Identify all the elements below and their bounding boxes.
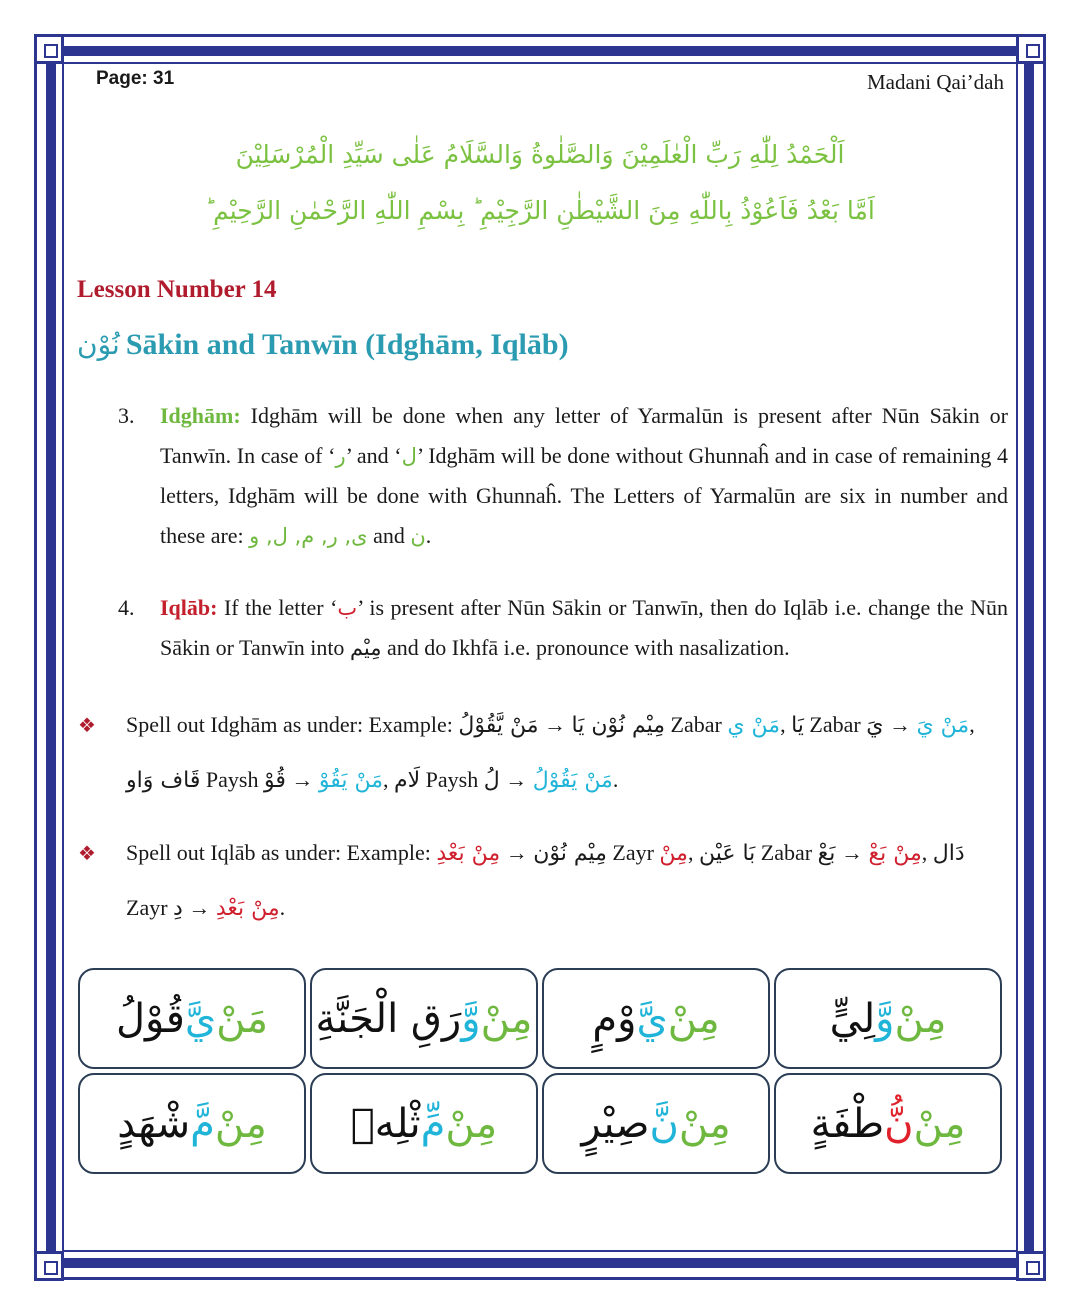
corner-ornament-top-left <box>34 34 64 64</box>
corner-ornament-bottom-left <box>34 1251 64 1281</box>
dua-line-1: اَلْحَمْدُ لِلّٰهِ رَبِّ الْعٰلَمِيْنَ وَالصَّلٰوةُ وَالسَّلَامُ عَلٰى سَيِّدِ الْمُرْسَلِيْنَ <box>235 140 845 169</box>
practice-word: مِنْ مِّ ثْلِهٖ <box>310 1073 538 1174</box>
rule-text: Iqlāb: If the letter ‘ب’ is present after Nūn Sākin or Tanwīn, then do Iqlāb i.e. change the Nūn Sākin or Tanwīn into مِيْم and do Ikhfā i.e. pronounce with nasalization. <box>160 595 1008 660</box>
arabic-letter: ن <box>410 524 426 548</box>
rule-iqlab <box>118 588 1008 668</box>
example-idgham <box>78 698 1008 808</box>
practice-word: مِنْ وَّ رَقِ الْجَنَّةِ <box>310 968 538 1069</box>
arabic-word: مِيْم <box>349 636 382 660</box>
practice-word: مِنْ نَّ صِيْرٍ <box>542 1073 770 1174</box>
yarmalun-letters: ی, ر, م, ل, و <box>249 524 368 548</box>
rule-text: Idghām: Idghām will be done when any letter of Yarmalūn is present after Nūn Sākin or Tanwīn. In case of ‘ر’ and ‘ل’ Idghām will be done without Ghunnaĥ and in case of remaining 4 letters, Idghām will be done with Ghunnaĥ. The Letters of Yarmalūn are six in number and these are: ی, ر, م, ل, و and ن. <box>160 403 1008 548</box>
page-number: Page: 31 <box>96 68 175 89</box>
corner-ornament-top-right <box>1016 34 1046 64</box>
rule-idgham <box>118 396 1008 556</box>
rule-number: 3. <box>118 403 135 428</box>
example-text: Spell out Iqlāb as under: Example: مِنْ بَعْدِ → مِيْم نُوْن Zayr مِنْ, بَا عَيْن Zabar بَعْ → مِنْ بَعْ, دَال Zayr دِ → مِنْ بَعْدِ. <box>126 840 965 921</box>
bullet-icon: ❖ <box>78 713 96 737</box>
practice-word: مَنْ يَّ قُوْلُ <box>78 968 306 1069</box>
example-iqlab <box>78 826 1008 936</box>
arabic-letter: ل <box>401 444 417 468</box>
practice-word: مِنْ مَّ شْهَدٍ <box>78 1073 306 1174</box>
corner-ornament-bottom-right <box>1016 1251 1046 1281</box>
arabic-letter: ب <box>337 596 358 620</box>
practice-word-grid <box>78 968 1002 1174</box>
lesson-title-arabic: نُوْن <box>77 328 120 361</box>
book-title: Madani Qai’dah <box>866 70 1004 94</box>
practice-word: مِنْ نُّ طْفَةٍ <box>774 1073 1002 1174</box>
lesson-title <box>77 328 569 362</box>
practice-word: مِنْ وَّ لِيٍّ <box>774 968 1002 1069</box>
rule-term: Idghām: <box>160 403 241 428</box>
rule-term: Iqlāb: <box>160 595 218 620</box>
example-text: Spell out Idghām as under: Example: مَنْ يَّقُوْلُ → مِيْم نُوْن يَا Zabar مَنْ ي, يَا Zabar يَ → مَنْ يَ, قَاف وَاو Paysh قُوْ → مَنْ يَقُوْ, لَام Paysh لُ → مَنْ يَقُوْلُ. <box>126 712 975 793</box>
rule-number: 4. <box>118 595 135 620</box>
arabic-letter: ر <box>335 444 346 468</box>
dua-line-2: اَمَّا بَعْدُ فَاَعُوْذُ بِاللّٰهِ مِنَ الشَّيْطٰنِ الرَّجِيْمِ ؕ بِسْمِ اللّٰهِ الرَّحْمٰنِ الرَّحِيْمِ ؕ <box>205 196 875 225</box>
practice-word: مِنْ يَّ وْمٍ <box>542 968 770 1069</box>
lesson-title-text: Sākin and Tanwīn (Idghām, Iqlāb) <box>125 328 569 361</box>
lesson-number: Lesson Number 14 <box>77 276 277 303</box>
bullet-icon: ❖ <box>78 841 96 865</box>
